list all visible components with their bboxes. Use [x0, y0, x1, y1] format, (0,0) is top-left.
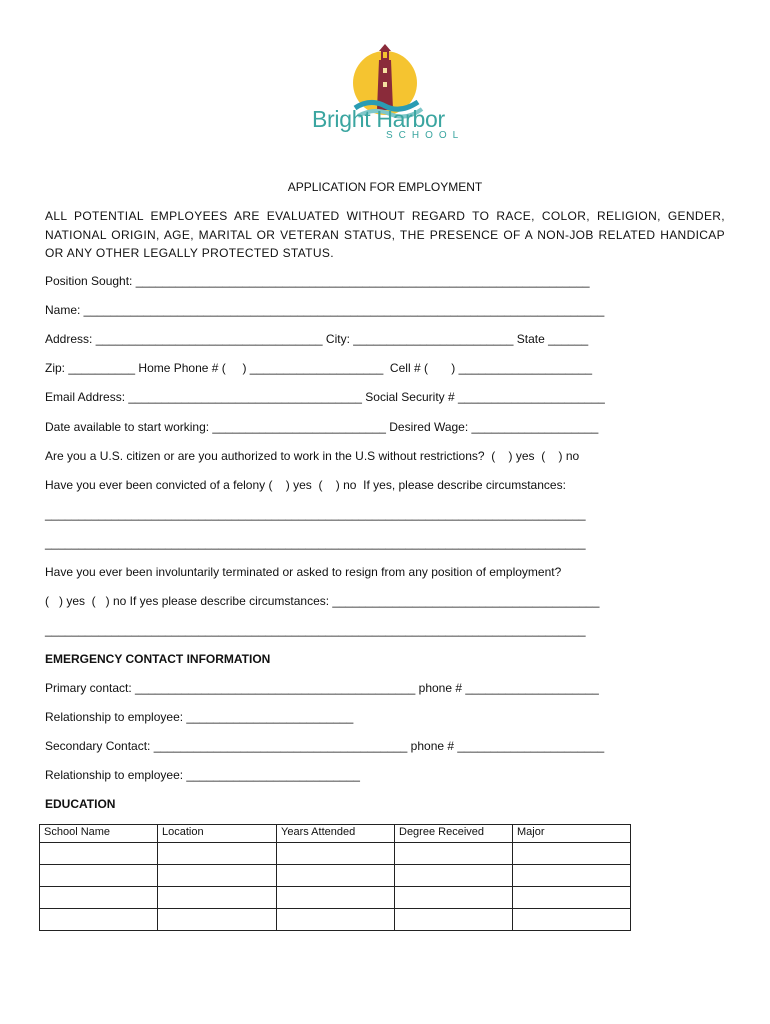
- table-cell[interactable]: [277, 843, 395, 865]
- termination-yes-no-field[interactable]: ( ) yes ( ) no If yes please describe circumstances: ________________________________________: [45, 594, 600, 608]
- termination-question: Have you ever been involuntarily terminated or asked to resign from any position of employment?: [45, 565, 562, 579]
- table-row: [40, 887, 631, 909]
- table-cell[interactable]: [158, 909, 277, 931]
- lighthouse-window-2: [383, 82, 387, 87]
- citizen-question[interactable]: Are you a U.S. citizen or are you authorized to work in the U.S without restrictions? ( ) yes ( ) no: [45, 449, 580, 463]
- table-row: [40, 865, 631, 887]
- zip-phone-cell-field[interactable]: Zip: __________ Home Phone # ( ) ____________________ Cell # ( ) ____________________: [45, 361, 593, 375]
- table-cell[interactable]: [513, 909, 631, 931]
- education-table-header: [40, 825, 631, 843]
- table-cell[interactable]: [277, 887, 395, 909]
- table-cell[interactable]: [40, 909, 158, 931]
- emergency-contact-heading: EMERGENCY CONTACT INFORMATION: [45, 652, 271, 666]
- column-header: Major: [513, 825, 631, 843]
- table-cell[interactable]: [277, 909, 395, 931]
- education-heading: EDUCATION: [45, 797, 116, 811]
- secondary-contact-field[interactable]: Secondary Contact: ______________________________________ phone # ______________________: [45, 739, 605, 753]
- table-cell[interactable]: [395, 909, 513, 931]
- table-cell[interactable]: [513, 843, 631, 865]
- equal-opportunity-disclaimer: ALL POTENTIAL EMPLOYEES ARE EVALUATED WITHOUT REGARD TO RACE, COLOR, RELIGION, GENDER, NATIONAL ORIGIN, AGE, MARITAL OR VETERAN STATUS, THE PRESENCE OF A NON-JOB RELATED HANDICAP OR ANY OTHER LEGALLY PROTECTED STATUS.: [45, 209, 725, 260]
- felony-description-line-2[interactable]: _________________________________________________________________________________: [45, 536, 586, 550]
- table-cell[interactable]: [158, 843, 277, 865]
- table-cell[interactable]: [277, 865, 395, 887]
- primary-contact-field[interactable]: Primary contact: __________________________________________ phone # ____________________: [45, 681, 599, 695]
- table-cell[interactable]: [40, 865, 158, 887]
- table-cell[interactable]: [395, 887, 513, 909]
- logo-subtitle: SCHOOL: [386, 130, 465, 141]
- column-header: School Name: [40, 825, 158, 843]
- relationship-field-2[interactable]: Relationship to employee: __________________________: [45, 768, 360, 782]
- felony-question[interactable]: Have you ever been convicted of a felony ( ) yes ( ) no If yes, please describe circumstances:: [45, 478, 566, 492]
- table-cell[interactable]: [40, 843, 158, 865]
- table-cell[interactable]: [513, 887, 631, 909]
- table-cell[interactable]: [158, 865, 277, 887]
- table-cell[interactable]: [395, 865, 513, 887]
- table-row: [40, 843, 631, 865]
- logo-wordmark: Bright Harbor: [312, 106, 445, 132]
- lighthouse-window-1: [383, 68, 387, 73]
- email-ssn-field[interactable]: Email Address: ___________________________________ Social Security # ______________________: [45, 390, 605, 404]
- table-cell[interactable]: [395, 843, 513, 865]
- termination-description-line[interactable]: _________________________________________________________________________________: [45, 623, 586, 637]
- table-row: [40, 909, 631, 931]
- date-available-wage-field[interactable]: Date available to start working: __________________________ Desired Wage: ___________________: [45, 420, 599, 434]
- name-field[interactable]: Name: ______________________________________________________________________________: [45, 303, 605, 317]
- table-cell[interactable]: [40, 887, 158, 909]
- education-table: [39, 824, 631, 931]
- address-city-state-field[interactable]: Address: __________________________________ City: ________________________ State ______: [45, 332, 589, 346]
- position-sought-field[interactable]: Position Sought: ____________________________________________________________________: [45, 274, 590, 288]
- lighthouse-roof: [379, 44, 391, 51]
- column-header: Location: [158, 825, 277, 843]
- table-cell[interactable]: [513, 865, 631, 887]
- column-header: Degree Received: [395, 825, 513, 843]
- relationship-field-1[interactable]: Relationship to employee: _________________________: [45, 710, 354, 724]
- felony-description-line-1[interactable]: _________________________________________________________________________________: [45, 507, 586, 521]
- table-cell[interactable]: [158, 887, 277, 909]
- column-header: Years Attended: [277, 825, 395, 843]
- lighthouse-light: [383, 52, 387, 58]
- form-title: APPLICATION FOR EMPLOYMENT: [287, 180, 483, 194]
